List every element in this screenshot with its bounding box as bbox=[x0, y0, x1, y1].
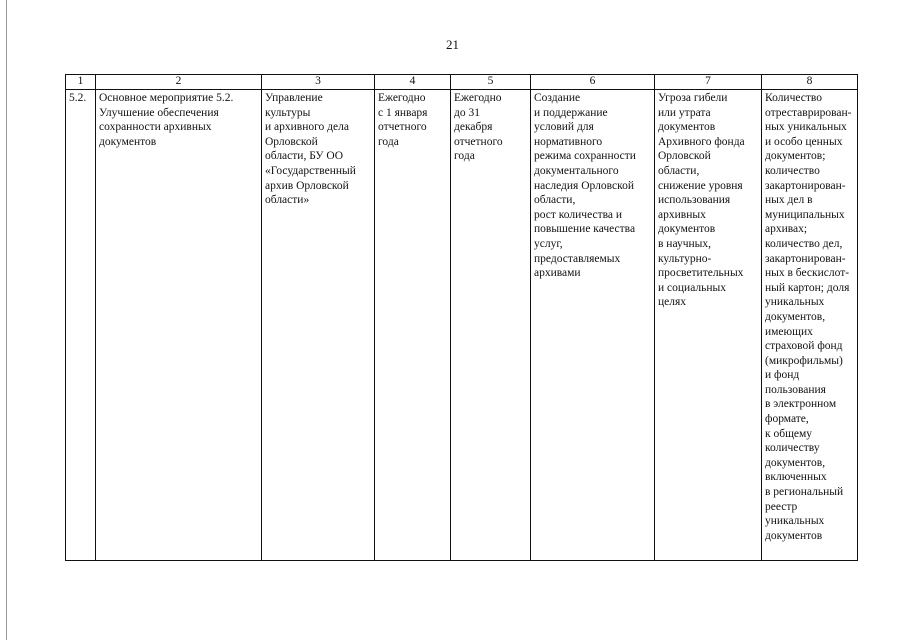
cell-text-line: рост количества и bbox=[534, 208, 623, 221]
cell-text-line: включенных bbox=[765, 471, 827, 484]
cell-text-line: отчетного bbox=[454, 135, 503, 148]
cell-text-line: отреставрирован- bbox=[765, 106, 852, 119]
cell-text-line: или утрата bbox=[658, 106, 711, 119]
cell-text-line: документов bbox=[658, 121, 716, 134]
cell-text-line: Орловской bbox=[265, 135, 318, 148]
cell-text-line: культуры bbox=[265, 106, 311, 119]
cell-text-line: 5.2. bbox=[69, 92, 87, 104]
cell-text-line: количество дел, bbox=[765, 237, 843, 250]
cell-text-line: культурно- bbox=[658, 252, 712, 265]
column-number: 7 bbox=[655, 75, 762, 90]
page-number: 21 bbox=[446, 37, 459, 52]
cell-text-line: Ежегодно bbox=[378, 92, 426, 104]
column-number: 8 bbox=[762, 75, 858, 90]
cell-text-line: к общему bbox=[765, 427, 813, 440]
cell-text-line: ных в бескислот- bbox=[765, 267, 850, 280]
cell-text-line: Архивного фонда bbox=[658, 135, 745, 148]
cell-text-line: области» bbox=[265, 194, 310, 207]
column-number: 3 bbox=[262, 75, 375, 90]
cell-text-line: предоставляемых bbox=[534, 252, 621, 265]
cell-text-line: страховой фонд bbox=[765, 340, 843, 353]
cell-text-line: архив Орловской bbox=[265, 179, 349, 192]
cell-text-line: режима сохранности bbox=[534, 150, 636, 163]
cell-text-line: услуг, bbox=[534, 237, 563, 250]
measures-table bbox=[65, 74, 858, 561]
cell-text-line: просветительных bbox=[658, 267, 744, 280]
cell-text-line: и социальных bbox=[658, 281, 727, 294]
cell-text-line: закартонирован- bbox=[765, 179, 846, 192]
cell-text-line: документов, bbox=[765, 456, 826, 469]
cell-text-line: муниципальных bbox=[765, 208, 845, 221]
cell-text-line: Угроза гибели bbox=[658, 92, 728, 104]
cell-text-line: года bbox=[378, 135, 399, 148]
cell-text-line: сохранности архивных bbox=[99, 121, 212, 134]
column-number-row bbox=[66, 75, 858, 90]
cell-text-line: области, bbox=[658, 164, 700, 177]
cell-text-line: Создание bbox=[534, 92, 581, 104]
cell-text-line: целях bbox=[658, 296, 687, 309]
cell-text-line: документов bbox=[99, 135, 157, 148]
cell-text-line: ных дел в bbox=[765, 194, 813, 207]
cell-text-line: отчетного bbox=[378, 121, 427, 134]
column-number: 2 bbox=[96, 75, 262, 90]
cell-text-line: в региональный bbox=[765, 486, 844, 499]
cell-text-line: наследия Орловской bbox=[534, 179, 634, 192]
cell-text-line: ных уникальных bbox=[765, 121, 847, 134]
cell-text-line: Управление bbox=[265, 92, 323, 104]
cell-text-line: Орловской bbox=[658, 150, 711, 163]
cell-text-line: количество bbox=[765, 164, 820, 177]
cell-text-line: с 1 января bbox=[378, 106, 428, 119]
cell-text-line: области, БУ ОО bbox=[265, 150, 344, 163]
cell-text-line: архивами bbox=[534, 267, 581, 280]
scan-left-edge-line bbox=[6, 0, 7, 640]
cell-text-line: документального bbox=[534, 164, 619, 177]
cell-text-line: Ежегодно bbox=[454, 92, 502, 104]
cell-text-line: реестр bbox=[765, 500, 798, 513]
cell-text-line: документов, bbox=[765, 310, 826, 323]
cell-text-line: в электронном bbox=[765, 398, 837, 411]
cell-text-line: снижение уровня bbox=[658, 179, 743, 192]
column-number: 6 bbox=[531, 75, 655, 90]
cell-text-line: нормативного bbox=[534, 135, 603, 148]
column-number: 5 bbox=[451, 75, 531, 90]
end-date-cell bbox=[451, 90, 531, 561]
cell-text-line: и фонд bbox=[765, 369, 800, 382]
cell-text-line: использования bbox=[658, 194, 731, 207]
cell-text-line: года bbox=[454, 150, 475, 163]
cell-text-line: имеющих bbox=[765, 325, 813, 338]
cell-text-line: уникальных bbox=[765, 296, 825, 309]
cell-text-line: формате, bbox=[765, 413, 809, 426]
cell-text-line: документов bbox=[658, 223, 716, 236]
cell-text-line: и поддержание bbox=[534, 106, 608, 119]
consequences-cell bbox=[655, 90, 762, 561]
responsible-executor-cell bbox=[262, 90, 375, 561]
cell-text-line: количеству bbox=[765, 442, 820, 455]
item-number-cell bbox=[66, 90, 96, 561]
cell-text-line: «Государственный bbox=[265, 164, 356, 177]
cell-text-line: области, bbox=[534, 194, 576, 207]
cell-text-line: декабря bbox=[454, 121, 493, 134]
column-number: 1 bbox=[66, 75, 96, 90]
cell-text-line: повышение качества bbox=[534, 223, 636, 236]
cell-text-line: уникальных bbox=[765, 515, 825, 528]
cell-text-line: Улучшение обеспечения bbox=[99, 106, 219, 119]
cell-text-line: архивных bbox=[658, 208, 706, 221]
cell-text-line: Основное мероприятие 5.2. bbox=[99, 92, 234, 104]
cell-text-line: документов bbox=[765, 529, 823, 542]
cell-text-line: (микрофильмы) bbox=[765, 354, 843, 367]
cell-text-line: архивах; bbox=[765, 223, 808, 236]
start-date-cell bbox=[375, 90, 451, 561]
indicators-cell bbox=[762, 90, 858, 561]
cell-text-line: документов; bbox=[765, 150, 826, 163]
cell-text-line: закартонирован- bbox=[765, 252, 846, 265]
table-row bbox=[66, 90, 858, 561]
cell-text-line: и архивного дела bbox=[265, 121, 349, 134]
expected-result-cell bbox=[531, 90, 655, 561]
cell-text-line: Количество bbox=[765, 92, 822, 104]
cell-text-line: в научных, bbox=[658, 237, 712, 250]
cell-text-line: до 31 bbox=[454, 106, 480, 119]
column-number: 4 bbox=[375, 75, 451, 90]
cell-text-line: пользования bbox=[765, 383, 826, 396]
cell-text-line: и особо ценных bbox=[765, 135, 843, 148]
cell-text-line: условий для bbox=[534, 121, 594, 134]
measure-name-cell bbox=[96, 90, 262, 561]
cell-text-line: ный картон; доля bbox=[765, 281, 850, 294]
